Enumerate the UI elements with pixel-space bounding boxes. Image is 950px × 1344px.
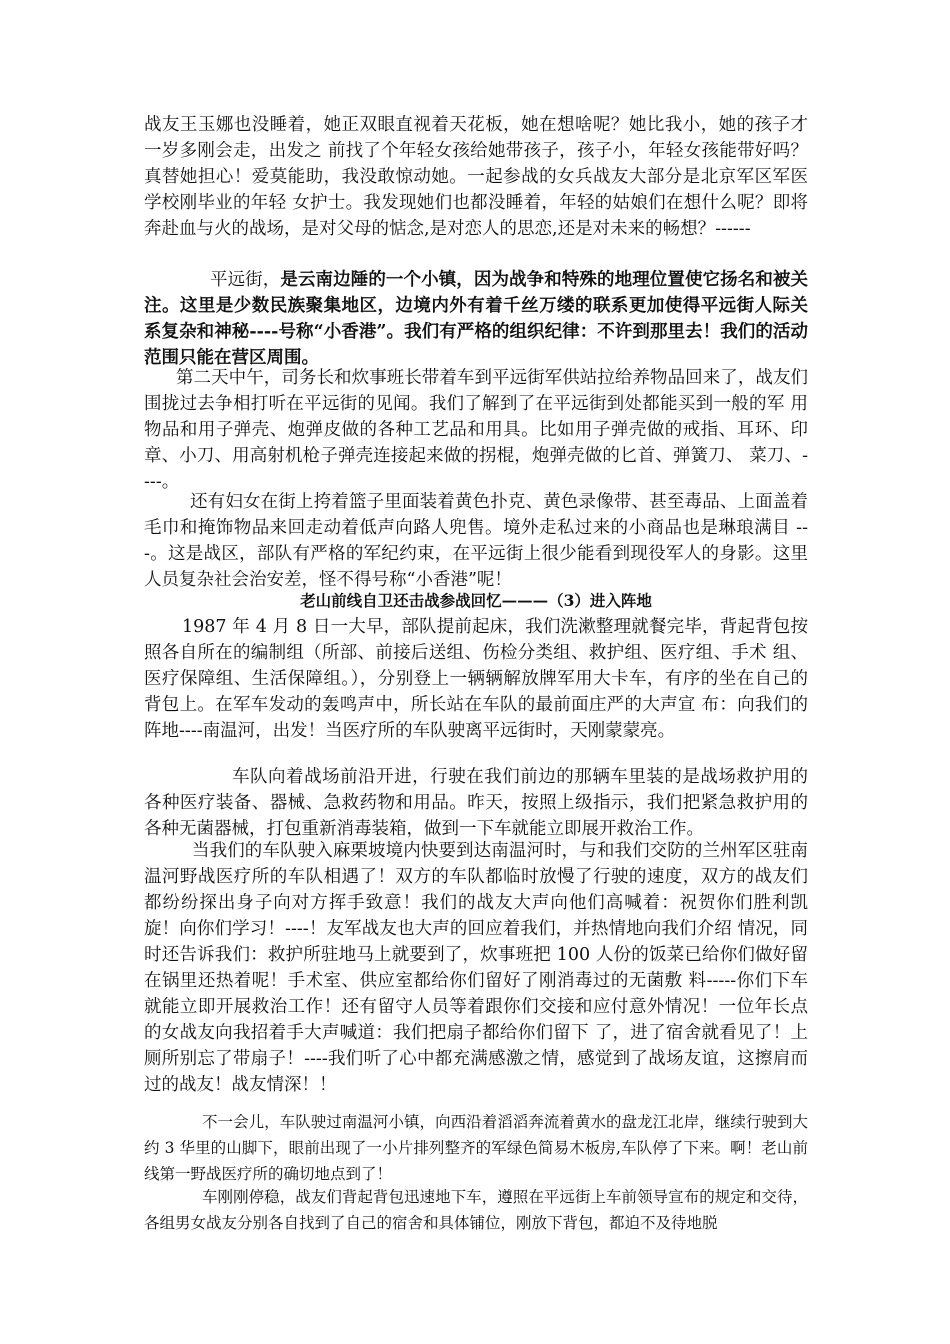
section-heading: 老山前线自卫还击战参战回忆———（3）进入阵地: [300, 591, 652, 610]
paragraph-3: 第二天中午，司务长和炊事班长带着车到平远街军供站拉给养物品回来了，战友们围拢过去争相打听在平远街的见闻。我们了解到了在平远街到处都能买到一般的军 用物品和用子弹壳、炮弹皮做的各种工艺品和用具。比如用子弹壳做的戒指、耳环、印章、小刀、用高射机枪子弹壳连接起来做的拐棍，炮弹壳做的匕首、弹簧刀、 菜刀、----。: [144, 368, 808, 492]
paragraph-bold-text: 是云南边陲的一个小镇，因为战争和特殊的地理位置使它扬名和被关注。这里是少数民族聚集地区，边境内外有着千丝万缕的联系更加使得平远街人际关系复杂和神秘----号称“小香港”。我们有严格的组织纪律：不许到那里去！我们的活动范围只能在营区周围。: [144, 270, 809, 368]
paragraph-lead: 平远街，: [210, 270, 281, 290]
paragraph-8: 不一会儿，车队驶过南温河小镇，向西沿着滔滔奔流着黄水的盘龙江北岸，继续行驶到大约 3 华里的山脚下，眼前出现了一小片排列整齐的军绿色简易木板房,车队停了下来。啊！老山前线第一野战医疗所的确切地点到了！: [144, 1113, 808, 1183]
paragraph-9: 车刚刚停稳，战友们背起背包迅速地下车，遵照在平远街上车前领导宣布的规定和交待，各组男女战友分别各自找到了自己的宿舍和具体铺位，刚放下背包，都迫不及待地脱: [144, 1188, 808, 1232]
paragraph-5: 1987 年 4 月 8 日一大早，部队提前起床，我们洗漱整理就餐完毕，背起背包按照各自所在的编制组（所部、前接后送组、伤检分类组、救护组、医疗组、手术 组、医疗保障组、生活保障组。），分别登上一辆辆解放牌军用大卡车，有序的坐在自己的背包上。在军车发动的轰鸣声中，所长站在车队的最前面庄严的大声宣 布：向我们的阵地----南温河，出发！当医疗所的车队驶离平远街时，天刚蒙蒙亮。: [144, 617, 808, 741]
paragraph-pingyuanjie: [144, 267, 808, 371]
paragraph-4: 还有妇女在街上挎着篮子里面装着黄色扑克、黄色录像带、甚至毒品、上面盖着毛巾和掩饰物品来回走动着低声向路人兜售。境外走私过来的小商品也是琳琅满目 ---。这是战区，部队有严格的军纪约束，在平远街上很少能看到现役军人的身影。这里人员复杂社会治安差，怪不得号称“小香港”呢！: [144, 492, 808, 590]
paragraph-1: 战友王玉娜也没睡着，她正双眼直视着天花板，她在想啥呢？她比我小，她的孩子才一岁多刚会走，出发之 前找了个年轻女孩给她带孩子，孩子小，年轻女孩能带好吗？真替她担心！爱莫能助，我没敢惊动她。一起参战的女兵战友大部分是北京军区军医学校刚毕业的年轻 女护士。我发现她们也都没睡着，年轻的姑娘们在想什么呢？即将奔赴血与火的战场，是对父母的惦念,是对恋人的思恋,还是对未来的畅想？------: [144, 115, 808, 239]
paragraph-6: 车队向着战场前沿开进，行驶在我们前边的那辆车里装的是战场救护用的各种医疗装备、器械、急救药物和用品。昨天，按照上级指示，我们把紧急救护用的各种无菌器械，打包重新消毒装箱，做到一下车就能立即展开救治工作。: [144, 767, 808, 839]
paragraph-7: 当我们的车队驶入麻栗坡境内快要到达南温河时，与和我们交防的兰州军区驻南温河野战医疗所的车队相遇了！双方的车队都临时放慢了行驶的速度，双方的战友们 都纷纷探出身子向对方挥手致意！我们的战友大声向他们高喊着：祝贺你们胜利凯旋！向你们学习！----！友军战友也大声的回应着我们，并热情地向我们介绍 情况，同时还告诉我们：救护所驻地马上就要到了，炊事班把 100 人份的饭菜已给你们做好留在锅里还热着呢！手术室、供应室都给你们留好了刚消毒过的无菌敷 料-----你们下车就能立即开展救治工作！还有留守人员等着跟你们交接和应付意外情况！一位年长点的女战友向我招着手大声喊道：我们把扇子都给你们留下 了，进了宿舍就看见了！上厕所别忘了带扇子！----我们听了心中都充满感激之情，感觉到了战场友谊，这擦肩而过的战友！战友情深！！: [144, 841, 808, 1095]
